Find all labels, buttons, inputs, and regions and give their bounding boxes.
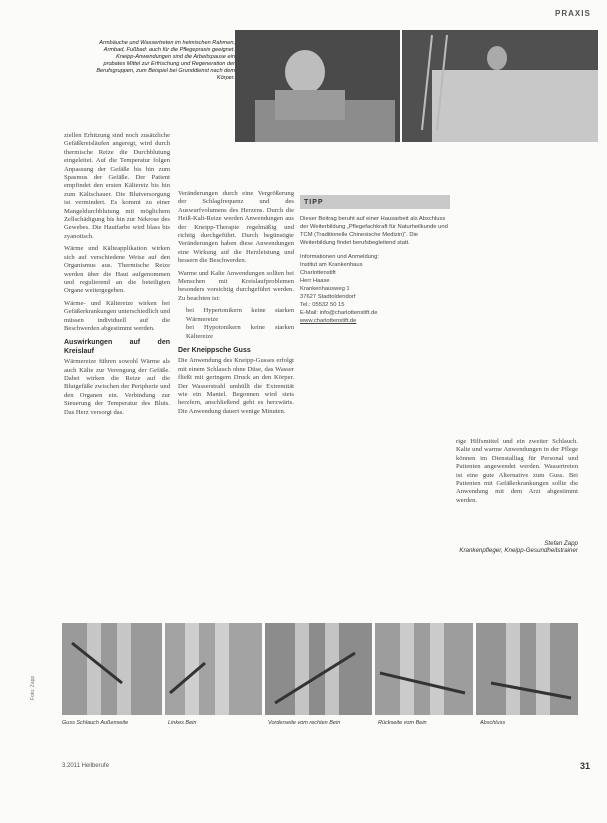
strip-caption-5: Abschluss xyxy=(480,720,506,726)
footer-journal: 3.2011 Heilberufe xyxy=(62,763,109,769)
list-item: • bei Hypotonikern keine starken Kältereize xyxy=(186,324,294,341)
tipp-header-bar xyxy=(300,195,450,209)
contact-street: Krankenhausweg 1 xyxy=(300,286,350,292)
strip-photo-1 xyxy=(62,623,162,715)
col1-paragraph: ziellen Erhitzung sind noch zusätzliche Gefäßkreisläufen angeregt, wird durch thermische Reize die Durchblutung eingeleitet. Auf die Temperatur folgen Anpassung der Gefäße bis hin zum Spasmus der Gefäße. Der Patient empfindet den ersten Kältereiz bis hin zum Kältschauer. Die Blutversorgung ist vermindert. Es kommt zu einer Mangeldurchblutung mit möglichem Zellschädigung bis hin zur Nekrose des Gewebes. Die Hautfarbe wird blass bis zyanotisch. xyxy=(64,132,170,240)
strip-caption-4: Rückseite vom Bein xyxy=(378,720,427,726)
col1-heading: Auswirkungen auf den Kreislauf xyxy=(64,339,170,355)
armbath-photo xyxy=(235,30,400,142)
tipp-contact xyxy=(300,253,450,325)
leg-photo xyxy=(476,623,578,715)
tipp-title: TIPP xyxy=(304,198,324,206)
strip-photo-5 xyxy=(476,623,578,715)
contact-org: Institut am Krankenhaus xyxy=(300,262,363,268)
author-name: Stefan Zapp xyxy=(544,540,578,547)
article-column-1 xyxy=(64,132,170,587)
col1-paragraph: Wärmereize führen sowohl Wärme als auch Kälte zur Verengung der Gefäße. Dabei wirken die Reize auf die Blutgefäße zwischen der Peripherie und den Organen ein. Verbindung zur Steuerung der Temperatur des Bluts. Das Herz versorgt das. xyxy=(64,358,170,416)
strip-photo-4 xyxy=(375,623,473,715)
col2-heading: Der Kneippsche Guss xyxy=(178,346,251,354)
list-item: • bei Hypertonikern keine starken Wärmereize xyxy=(186,307,294,324)
article-column-2 xyxy=(178,190,294,587)
page-number: 31 xyxy=(580,761,591,771)
top-photo-right xyxy=(402,30,598,142)
contact-web[interactable]: www.charlottenstift.de xyxy=(300,318,357,324)
contact-person: Herr Haase xyxy=(300,278,330,284)
section-header: PRAXIS xyxy=(555,9,591,18)
contact-city: 37627 Stadtoldendorf xyxy=(300,294,356,300)
photo-credit: Foto: Zapp xyxy=(30,675,36,700)
col2-bullet-list xyxy=(178,307,294,341)
col1-paragraph: Wärme und Kälteapplikation wirken sich auf verschiedene Weise auf den Organismus aus. Thermische Reize werden über die Haut aufgenommen und regulierend an die beteiligten Organe weitergegeben. xyxy=(64,245,170,295)
strip-caption-3: Vorderseite vom rechten Bein xyxy=(268,720,341,726)
author-role: Krankenpfleger, Kneipp-Gesundheitstrainer xyxy=(459,547,578,554)
leg-photo xyxy=(265,623,372,715)
tipp-box xyxy=(300,195,450,410)
contact-tel: Tel.: 05532 50 15 xyxy=(300,302,345,308)
strip-photo-3 xyxy=(265,623,372,715)
top-photo-left xyxy=(235,30,400,142)
strip-caption-2: Linkes Bein xyxy=(168,720,197,726)
strip-photo-2 xyxy=(165,623,262,715)
top-photo-caption: Armbäuche und Wassertreten im heimischen Rahmen, Armbad, Fußbad: auch für die Pflegepraxis geeignet. Kneipp-Anwendungen sind die Arbeitspause ein probates Mittel zur Erfrischung und Regeneration der Berufsgruppen, zum Beispiel bei Grunddienst nach dem Körper. xyxy=(96,40,235,81)
contact-intro: Informationen und Anmeldung: xyxy=(300,254,379,260)
contact-org2: Charlottenstift xyxy=(300,270,336,276)
leg-photo xyxy=(375,623,473,715)
col2-paragraph: Veränderungen durch eine Vergrößerung der Schlagfrequenz und des Auswurfvolumens des Herzens. Durch die Heiß-Kalt-Reize werden Anwendungen aus der Kneipp-Therapie regelmäßig und richtig durchgeführt. Durch begünstigte Veränderungen haben diese Anwendungen eine Wirkung auf die Herzleistung und bessern die Beschwerden. xyxy=(178,190,294,265)
col1-paragraph: Wärme- und Kältereize wirken bei Gefäßerkrankungen unterschiedlich und müssen individuell auf die Beschwerden abgestimmt werden. xyxy=(64,299,170,332)
contact-email[interactable]: E-Mail: info@charlottenstift.de xyxy=(300,310,378,316)
author-signature xyxy=(440,540,578,554)
col3-paragraph: rige Hilfsmittel und ein zweiter Schlauch. Kalte und warme Anwendungen in der Pflege können im Dienstalltag für Personal und Patienten angewendet werden. Wassertreten ist eine gute Alternative zum Guss. Bei Patienten mit Gefäßerkrankungen sollte die Anwendung mit dem Arzt abgestimmt werden. xyxy=(456,438,578,504)
footbath-photo xyxy=(402,30,598,142)
strip-caption-1: Guss Schlauch Außenseite xyxy=(62,720,129,726)
col2-paragraph: Warme und Kalte Anwendungen sollten bei Menschen mit Kreislaufproblemen besonders vorsichtig durchgeführt werden. Zu beachten ist: xyxy=(178,269,294,302)
leg-photo xyxy=(165,623,262,715)
tipp-body: Dieser Beitrag beruht auf einer Hausarbeit als Abschluss der Weiterbildung „Pflegefachkraft für Naturheilkunde und TCM (Traditionelle Chinesische Medizin)“. Die Weiterbildung findet berufsbegleitend statt. xyxy=(300,216,448,246)
article-column-3 xyxy=(456,438,578,538)
col2-paragraph: Die Anwendung des Kneipp-Gusses erfolgt mit einem Schlauch ohne Düse, das Wasser fließt mit geringem Druck an den Körper. Der Wasserstrahl umhüllt die Extremität wie ein Mantel. Begonnen wird stets herzfern, anschließend geht es herzwärts. Die Anwendung dauert wenige Minuten. xyxy=(178,357,294,415)
leg-photo xyxy=(62,623,162,715)
